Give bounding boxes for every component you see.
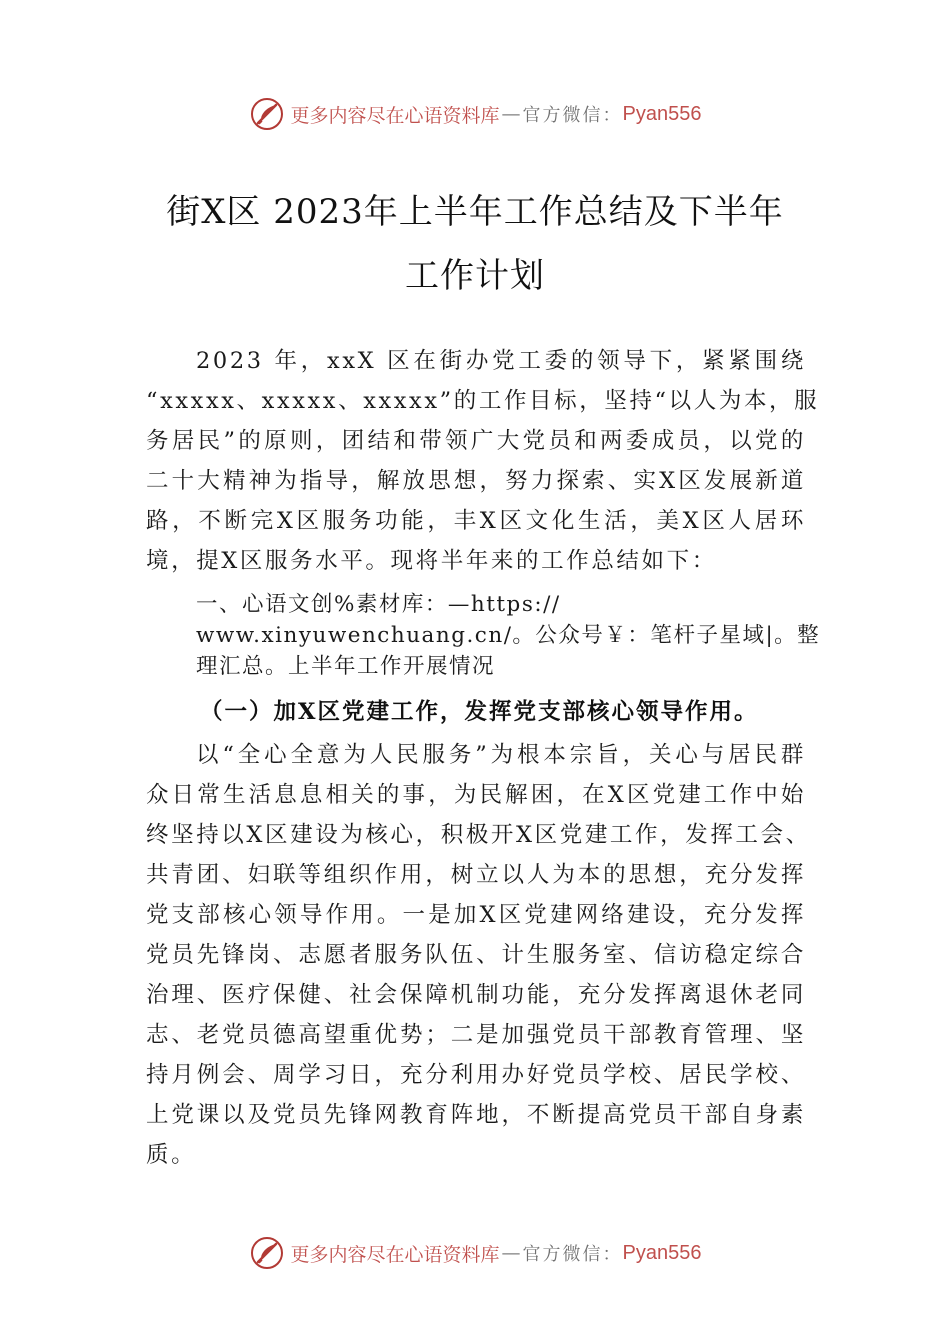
watermark-wechat-id: Pyan556 [622,1241,702,1264]
document-title-line-2: 工作计划 [405,256,545,296]
paragraph-line: 终坚持以X区建设为核心，积极开X区党建工作，发挥工会、 [146,822,811,848]
section-one-heading [196,589,836,682]
paragraph-line: 二十大精神为指导，解放思想，努力探索、实X区发展新道 [146,468,806,494]
intro-paragraph [146,341,820,581]
subsection-heading: （一）加X区党建工作，发挥党支部核心领导作用。 [200,699,759,725]
watermark-dash: — [501,103,521,125]
paragraph-line: 以“全心全意为人民服务”为根本宗旨，关心与居民群 [196,742,806,768]
section-line: www.xinyuwenchuang.cn/。公众号￥：笔杆子星域|。整 [196,623,821,648]
header-watermark [0,94,950,134]
paragraph-line: 共青团、妇联等组织作用，树立以人为本的思想，充分发挥 [146,862,806,888]
paragraph-line: 上党课以及党员先锋网教育阵地，不断提高党员干部自身素 [146,1102,806,1128]
quill-seal-icon [249,96,285,132]
paragraph-line: 治理、医疗保健、社会保障机制功能，充分发挥离退休老同 [146,982,806,1008]
paragraph-line: 众日常生活息息相关的事，为民解困，在X区党建工作中始 [146,782,806,808]
paragraph-line: 党支部核心领导作用。一是加X区党建网络建设，充分发挥 [146,902,806,928]
footer-watermark [0,1233,950,1273]
section-line: 理汇总。上半年工作开展情况 [196,654,496,679]
watermark-label: 官方微信： [522,1244,623,1265]
paragraph-line: 务居民”的原则，团结和带领广大党员和两委成员，以党的 [146,428,806,454]
paragraph-line: 2023 年，xxX 区在街办党工委的领导下，紧紧围绕 [196,348,806,374]
quill-seal-icon [249,1235,285,1271]
paragraph-line: 质。 [146,1142,197,1168]
watermark-wechat-id: Pyan556 [622,102,702,125]
document-title-line-1: 街X区 2023年上半年工作总结及下半年 [166,192,784,232]
paragraph-line: 持月例会、周学习日，充分利用办好党员学校、居民学校、 [146,1062,806,1088]
watermark-main-text: 更多内容尽在心语资料库 [290,104,500,127]
paragraph-line: “xxxxx、xxxxx、xxxxx”的工作目标，坚持“以人为本，服 [146,388,820,414]
section-line: 一、心语文创%素材库：—https:// [196,592,561,617]
paragraph-line: 路，不断完X区服务功能，丰X区文化生活，美X区人居环 [146,508,806,534]
watermark-label: 官方微信： [522,105,623,126]
paragraph-line: 志、老党员德高望重优势；二是加强党员干部教育管理、坚 [146,1022,806,1048]
watermark-dash: — [501,1242,521,1264]
body-paragraph [146,735,811,1175]
paragraph-line: 党员先锋岗、志愿者服务队伍、计生服务室、信访稳定综合 [146,942,806,968]
watermark-main-text: 更多内容尽在心语资料库 [290,1243,500,1266]
paragraph-line: 境，提X区服务水平。现将半年来的工作总结如下： [146,548,717,574]
